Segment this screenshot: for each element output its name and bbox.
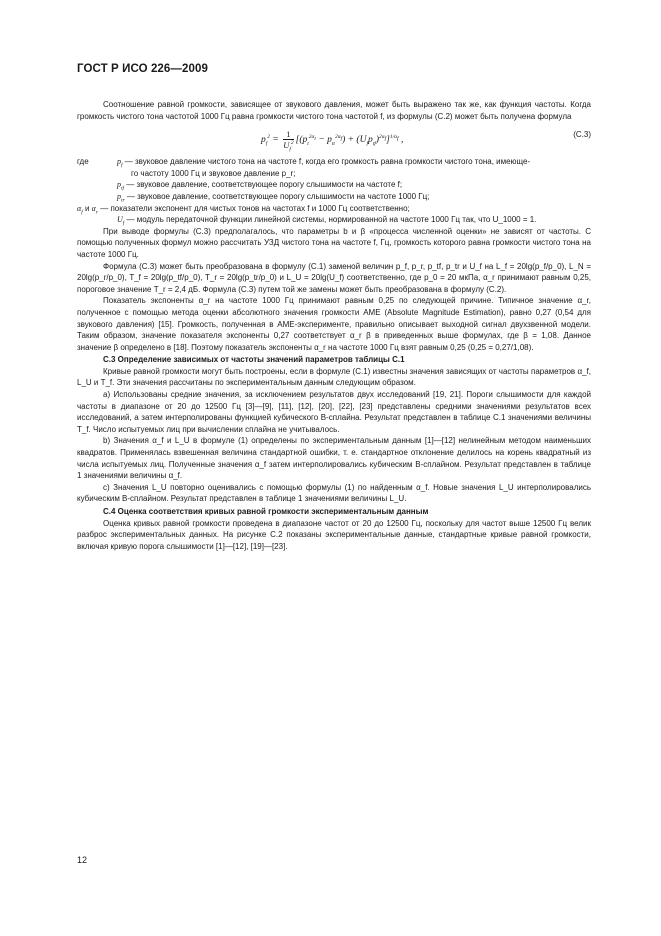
where-item-uf: $U_f$ — модуль передаточной функции линейной системы, нормированной на частоте 1000 Гц так, что U_1000 = 1.: [117, 215, 537, 227]
section-heading-c4: С.4 Оценка соответствия кривых равной громкости экспериментальным данным: [103, 507, 429, 516]
fraction-denominator: $U_f^2$: [283, 140, 294, 153]
where-item-ptr: $p_{tr}$ — звуковое давление, соответствующее порогу слышимости на частоте 1000 Гц;: [117, 191, 430, 204]
paragraph-item-c: c) Значения L_U повторно оценивались с помощью формулы (1) по найденным α_f. Новые значения L_U интерполировались кубическим B-сплайном. Результат представлен в таблице 1 значениями величины L_U.: [77, 482, 591, 504]
section-heading-c3: С.3 Определение зависимых от частоты значений параметров таблицы С.1: [103, 355, 405, 365]
formula-number: (С.3): [573, 130, 591, 140]
formula-fraction: [283, 129, 293, 151]
paragraph-exponent: Показатель экспоненты α_r на частоте 1000 Гц принимают равным 0,25 по следующей причине. Типичное значение α_r, полученное с помощью метода оценки абсолютного значения громкости AME (Absolute Magnitude Estimation), равно 0,27 (0,54 для звукового давления) [15]. Громкость, полученная в AME-эксперименте, правильно описывает выходной сигнал двухзвенной модели. Таким образом, значение показателя экспоненты 0,27 соответствует α_r β в приведенных выше формулах, где β = 1,08. Данное значение β определено в [18]. Поэтому показатель экспоненты α_r на частоте 1000 Гц взят равным 0,25 (0,25 = 0,27/1,08).: [77, 296, 591, 352]
where-item-pf: $p_f$ — звуковое давление чистого тона на частоте f, когда его громкость равна громкости чистого тона, имеюще-: [117, 157, 531, 169]
formula-c3: [77, 123, 591, 153]
formula-body: $[(p_t^{2\alpha_t} - p_{tt}^{2\alpha_f}) + (U_fp_{tf})^{2\alpha_f}]^{1/\alpha_f}$: [295, 134, 399, 148]
paragraph-curves: Кривые равной громкости могут быть построены, если в формуле (С.1) известны значения зависящих от частоты параметров α_f, L_U и T_f. Эти значения рассчитаны по экспериментальным данным следующим образом.: [77, 366, 591, 388]
paragraph-evaluation: Оценка кривых равной громкости проведена в диапазоне частот от 20 до 12500 Гц, поскольку для частот выше 12500 Гц велик разброс экспериментальных данных. На рисунке С.2 показаны экспериментальные данные, стандартные кривые равной громкости, включая кривую порога слышимости [1]—[12], [19]—[23].: [77, 518, 591, 551]
where-intro: где: [77, 157, 89, 167]
where-row: [77, 156, 591, 168]
where-item-continuation: го частоту 1000 Гц и звуковое давление p_r;: [131, 168, 296, 178]
fraction-numerator: 1: [283, 129, 293, 140]
page-number: 12: [77, 855, 88, 865]
document-body: [77, 99, 591, 552]
formula-expression: $p_f^2$ = $\frac{1}{U_f^2}$ $[(p_t^{2\alpha_t} - p_{tt}^{2\alpha_f}) + (U_fp_{tf})^{2\alpha_f}]^{1/\alpha_f}$ ,: [261, 129, 404, 153]
paragraph-item-b: b) Значения α_f и L_U в формуле (1) определены по экспериментальным данным [1]—[12] нелинейным методом наименьших квадратов. Применялась взвешенная величина стандартной ошибки, т. е. стандартное отклонение делилось на корень квадратный из числа испытуемых лиц. Полученные значения α_f затем интерполировались кубическим B-сплайном. Результат представлен в таблице 1 значениями величины α_f.: [77, 436, 591, 481]
where-item-alpha: $\alpha_f$ и $\alpha_r$ — показатели экспонент для чистых тонов на частотах f и 1000 Гц соответственно;: [77, 203, 410, 216]
paragraph-assumption: При выводе формулы (С.3) предполагалось, что параметры b и β «процесса численной оценки» не зависят от частоты. С помощью полученных формул можно рассчитать УЗД чистого тона на частоте f, Гц, громкость которого равна громкости чистого тона на частоте 1000 Гц.: [77, 226, 591, 259]
formula-lhs: $p_f^2$: [261, 134, 271, 148]
where-item-ptf: $p_{tf}$ — звуковое давление, соответствующее порогу слышимости на частоте f;: [117, 180, 403, 192]
where-list: [77, 156, 591, 226]
paragraph-transformation: Формула (С.3) может быть преобразована в формулу (С.1) заменой величин p_f, p_r, p_tf, p_tr и U_f на L_f = 20lg(p_f/p_0), L_N = 20lg(p_r/p_0), T_f = 20lg(p_tf/p_0), T_r = 20lg(p_tr/p_0) и L_U = 20lg(U_f) соответственно, где p_0 = 20 мкПа, α_r принимают равным 0,25, пороговое значение T_r = 2,4 дБ. Формула (С.3) путем той же замены может быть преобразована в формулу (С.2).: [77, 261, 591, 294]
paragraph-intro: Соотношение равной громкости, зависящее от звукового давления, может быть выражено так же, как функция частоты. Когда громкость чистого тона частотой 1000 Гц равна громкости чистого тона частотой f, из формулы (С.2) может быть получена формула: [77, 100, 591, 121]
paragraph-item-a: a) Использованы средние значения, за исключением результатов двух исследований [19, 21]. Пороги слышимости для каждой частоты в диапазоне от 20 до 12500 Гц [3]—[9], [11], [12], [20], [22], [23] представлены средними значениями результатов всех исследований, а затем интерполированы функцией кубического B-сплайна. Результат представлен в таблице С.1 значениями величины T_f. Число испытуемых лиц при вычислении сплайна не учитывалось.: [77, 390, 591, 434]
page-header-title: ГОСТ Р ИСО 226—2009: [77, 63, 209, 75]
